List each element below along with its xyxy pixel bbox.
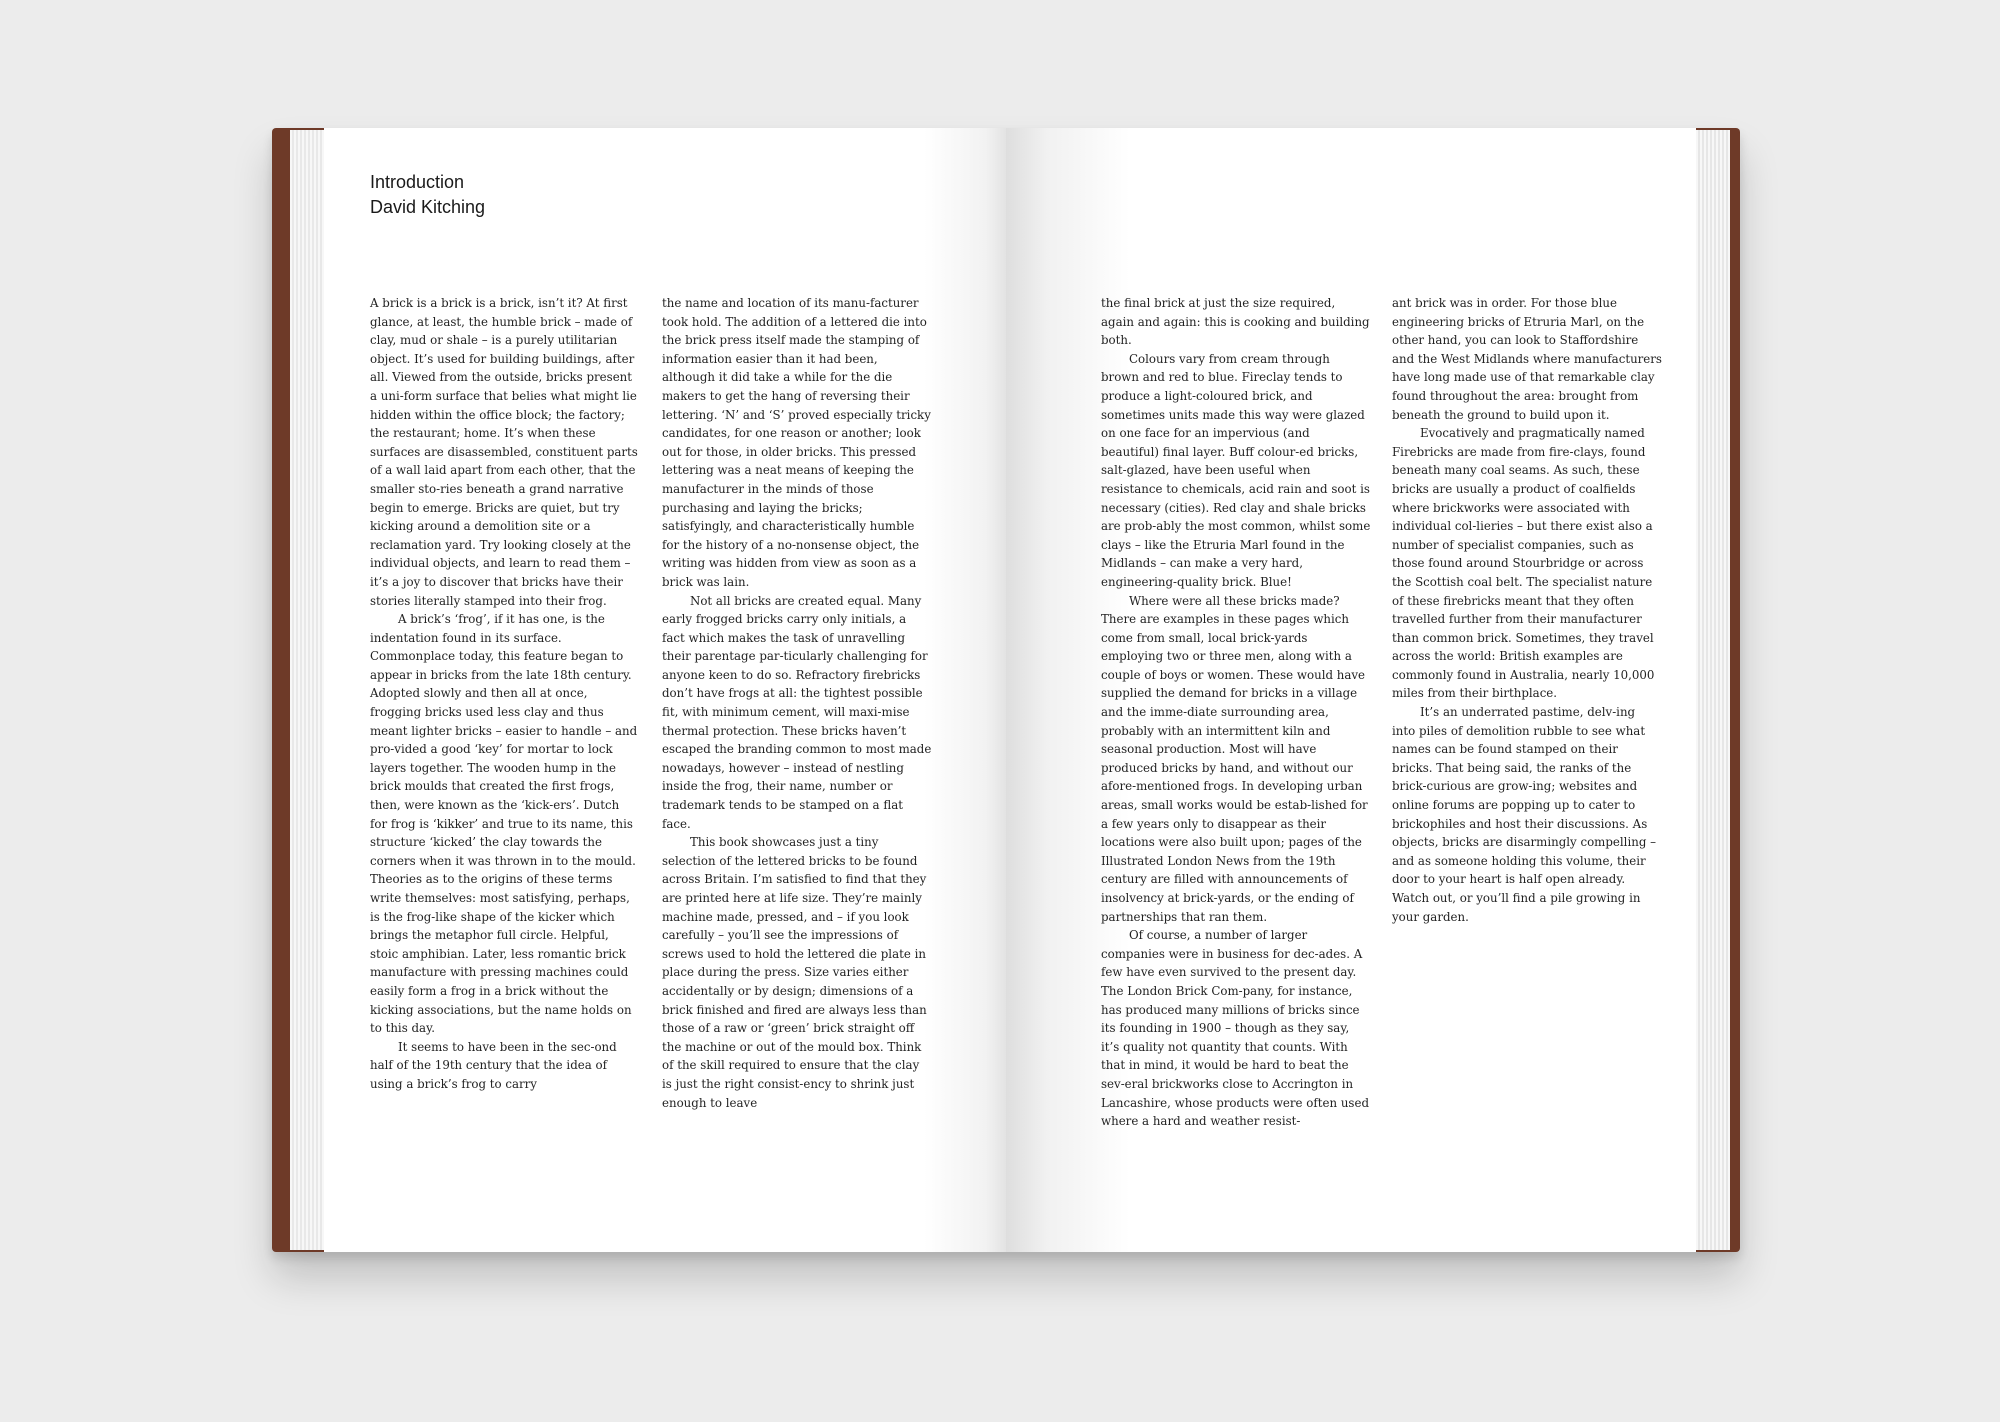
- paragraph: ant brick was in order. For those blue engineering bricks of Etruria Marl, on the other hand, you can look to Staffordshire and the West Midlands where manufacturers have long made use of that remarkable clay found throughout the area: brought from beneath the ground to build upon it.: [1392, 296, 1662, 422]
- paragraph: It seems to have been in the sec-ond half of the 19th century that the idea of using a brick’s frog to carry: [370, 1039, 617, 1091]
- paragraph: Where were all these bricks made? There are examples in these pages which come from small, local brick-yards employing two or three men, along with a couple of boys or women. These would have supplied the demand for bricks in a village and the imme-diate surrounding area, probably with an intermittent kiln and seasonal production. Most will have produced bricks by hand, and without our afore-mentioned frogs. In developing urban areas, small works would be estab-lished for a few years only to disappear as their locations were also built upon; pages of the Illustrated London News from the 19th century are filled with announcements of insolvency at brick-yards, or the ending of partnerships that ran them.: [1101, 593, 1368, 924]
- text-column-3: [1101, 294, 1371, 1131]
- paragraph: the name and location of its manu-facturer took hold. The addition of a lettered die into the brick press itself made the stamping of information easier than it had been, although it did take a while for the die makers to get the hang of reversing their lettering. ‘N’ and ‘S’ proved especially tricky candidates, for one reason or another; look out for those, in older bricks. This pressed lettering was a neat means of keeping the manufacturer in the minds of those purchasing and laying the bricks; satisfyingly, and characteristically humble for the history of a no-nonsense object, the writing was hidden from view as soon as a brick was lain.: [662, 296, 931, 589]
- paragraph: Evocatively and pragmatically named Firebricks are made from fire-clays, found beneath many coal seams. As such, these bricks are usually a product of coalfields where brickworks were associated with individual col-lieries – but there exist also a number of specialist companies, such as those found around Stourbridge or across the Scottish coal belt. The specialist nature of these firebricks meant that they often travelled further from their manufacturer than common brick. Sometimes, they travel across the world: British examples are commonly found in Australia, nearly 10,000 miles from their birthplace.: [1392, 426, 1655, 701]
- page-edges-right: [1696, 130, 1730, 1250]
- page-edges-left: [290, 130, 324, 1250]
- paragraph: Colours vary from cream through brown and red to blue. Fireclay tends to produce a light-coloured brick, and sometimes units made this way were glazed on one face for an impervious (and beautiful) final layer. Buff colour-ed bricks, salt-glazed, have been useful when resistance to chemicals, acid rain and soot is necessary (cities). Red clay and shale bricks are prob-ably the most common, whilst some clays – like the Etruria Marl found in the Midlands – can make a very hard, engineering-quality brick. Blue!: [1101, 351, 1371, 589]
- paragraph: A brick is a brick is a brick, isn’t it? At first glance, at least, the humble brick – made of clay, mud or shale – is a purely utilitarian object. It’s used for building buildings, after all. Viewed from the outside, bricks present a uni-form surface that belies what might lie hidden within the office block; the factory; the restaurant; home. It’s when these surfaces are disassembled, constituent parts of a wall laid apart from each other, that the smaller sto-ries beneath a grand narrative begin to emerge. Bricks are quiet, but try kicking around a demolition site or a reclamation yard. Try looking closely at the individual objects, and learn to read them – it’s a joy to discover that bricks have their stories literally stamped into their frog.: [370, 296, 638, 608]
- paragraph: Not all bricks are created equal. Many early frogged bricks carry only initials, a fact which makes the task of unravelling their parentage par-ticularly challenging for anyone keen to do so. Refractory firebricks don’t have frogs at all: the tightest possible fit, with minimum cement, will maxi-mise thermal protection. These bricks haven’t escaped the branding common to most made nowadays, however – instead of nestling inside the frog, their name, number or trademark tends to be stamped on a flat face.: [662, 593, 932, 831]
- chapter-title: Introduction: [370, 172, 465, 192]
- paragraph: This book showcases just a tiny selection of the lettered bricks to be found across Britain. I’m satisfied to find that they are printed here at life size. They’re mainly machine made, pressed, and – if you look carefully – you’ll see the impressions of screws used to hold the lettered die plate in place during the press. Size varies either accidentally or by design; dimensions of a brick finished and fired are always less than those of a raw or ‘green’ brick straight off the machine or out of the mould box. Think of the skill required to ensure that the clay is just the right consist-ency to shrink just enough to leave: [662, 835, 927, 1110]
- text-column-2: [662, 294, 932, 1112]
- paragraph: Of course, a number of larger companies were in business for dec-ades. A few have even survived to the present day. The London Brick Com-pany, for instance, has produced many millions of bricks since its founding in 1900 – though as they say, it’s quality not quantity that counts. With that in mind, it would be hard to beat the sev-eral brickworks close to Accrington in Lancashire, whose products were often used where a hard and weather resist-: [1101, 928, 1369, 1129]
- paragraph: the final brick at just the size required, again and again: this is cooking and building both.: [1101, 296, 1370, 348]
- paragraph: A brick’s ‘frog’, if it has one, is the indentation found in its surface. Commonplace today, this feature began to appear in bricks from the late 18th century. Adopted slowly and then all at once, frogging bricks used less clay and thus meant lighter bricks – easier to handle – and pro-vided a good ‘key’ for mortar to lock layers together. The wooden hump in the brick moulds that created the first frogs, then, were known as the ‘kick-ers’. Dutch for frog is ‘kikker’ and true to its name, this structure ‘kicked’ the clay towards the corners when it was thrown in to the mould. Theories as to the origins of these terms write themselves: most satisfying, perhaps, is the frog-like shape of the kicker which brings the metaphor full circle. Helpful, stoic amphibian. Later, less romantic brick manufacture with pressing machines could easily form a frog in a brick without the kicking associations, but the name holds on to this day.: [370, 612, 638, 1036]
- chapter-heading: [370, 170, 485, 220]
- paragraph: It’s an underrated pastime, delv-ing into piles of demolition rubble to see what names can be found stamped on their bricks. That being said, the ranks of the brick-curious are grow-ing; websites and online forums are popping up to cater to brickophiles and host their discussions. As objects, bricks are disarmingly compelling – and as someone holding this volume, their door to your heart is half open already. Watch out, or you’ll find a pile growing in your garden.: [1392, 705, 1657, 924]
- text-column-4: [1392, 294, 1662, 926]
- chapter-author: David Kitching: [370, 197, 486, 217]
- text-column-1: [370, 294, 640, 1094]
